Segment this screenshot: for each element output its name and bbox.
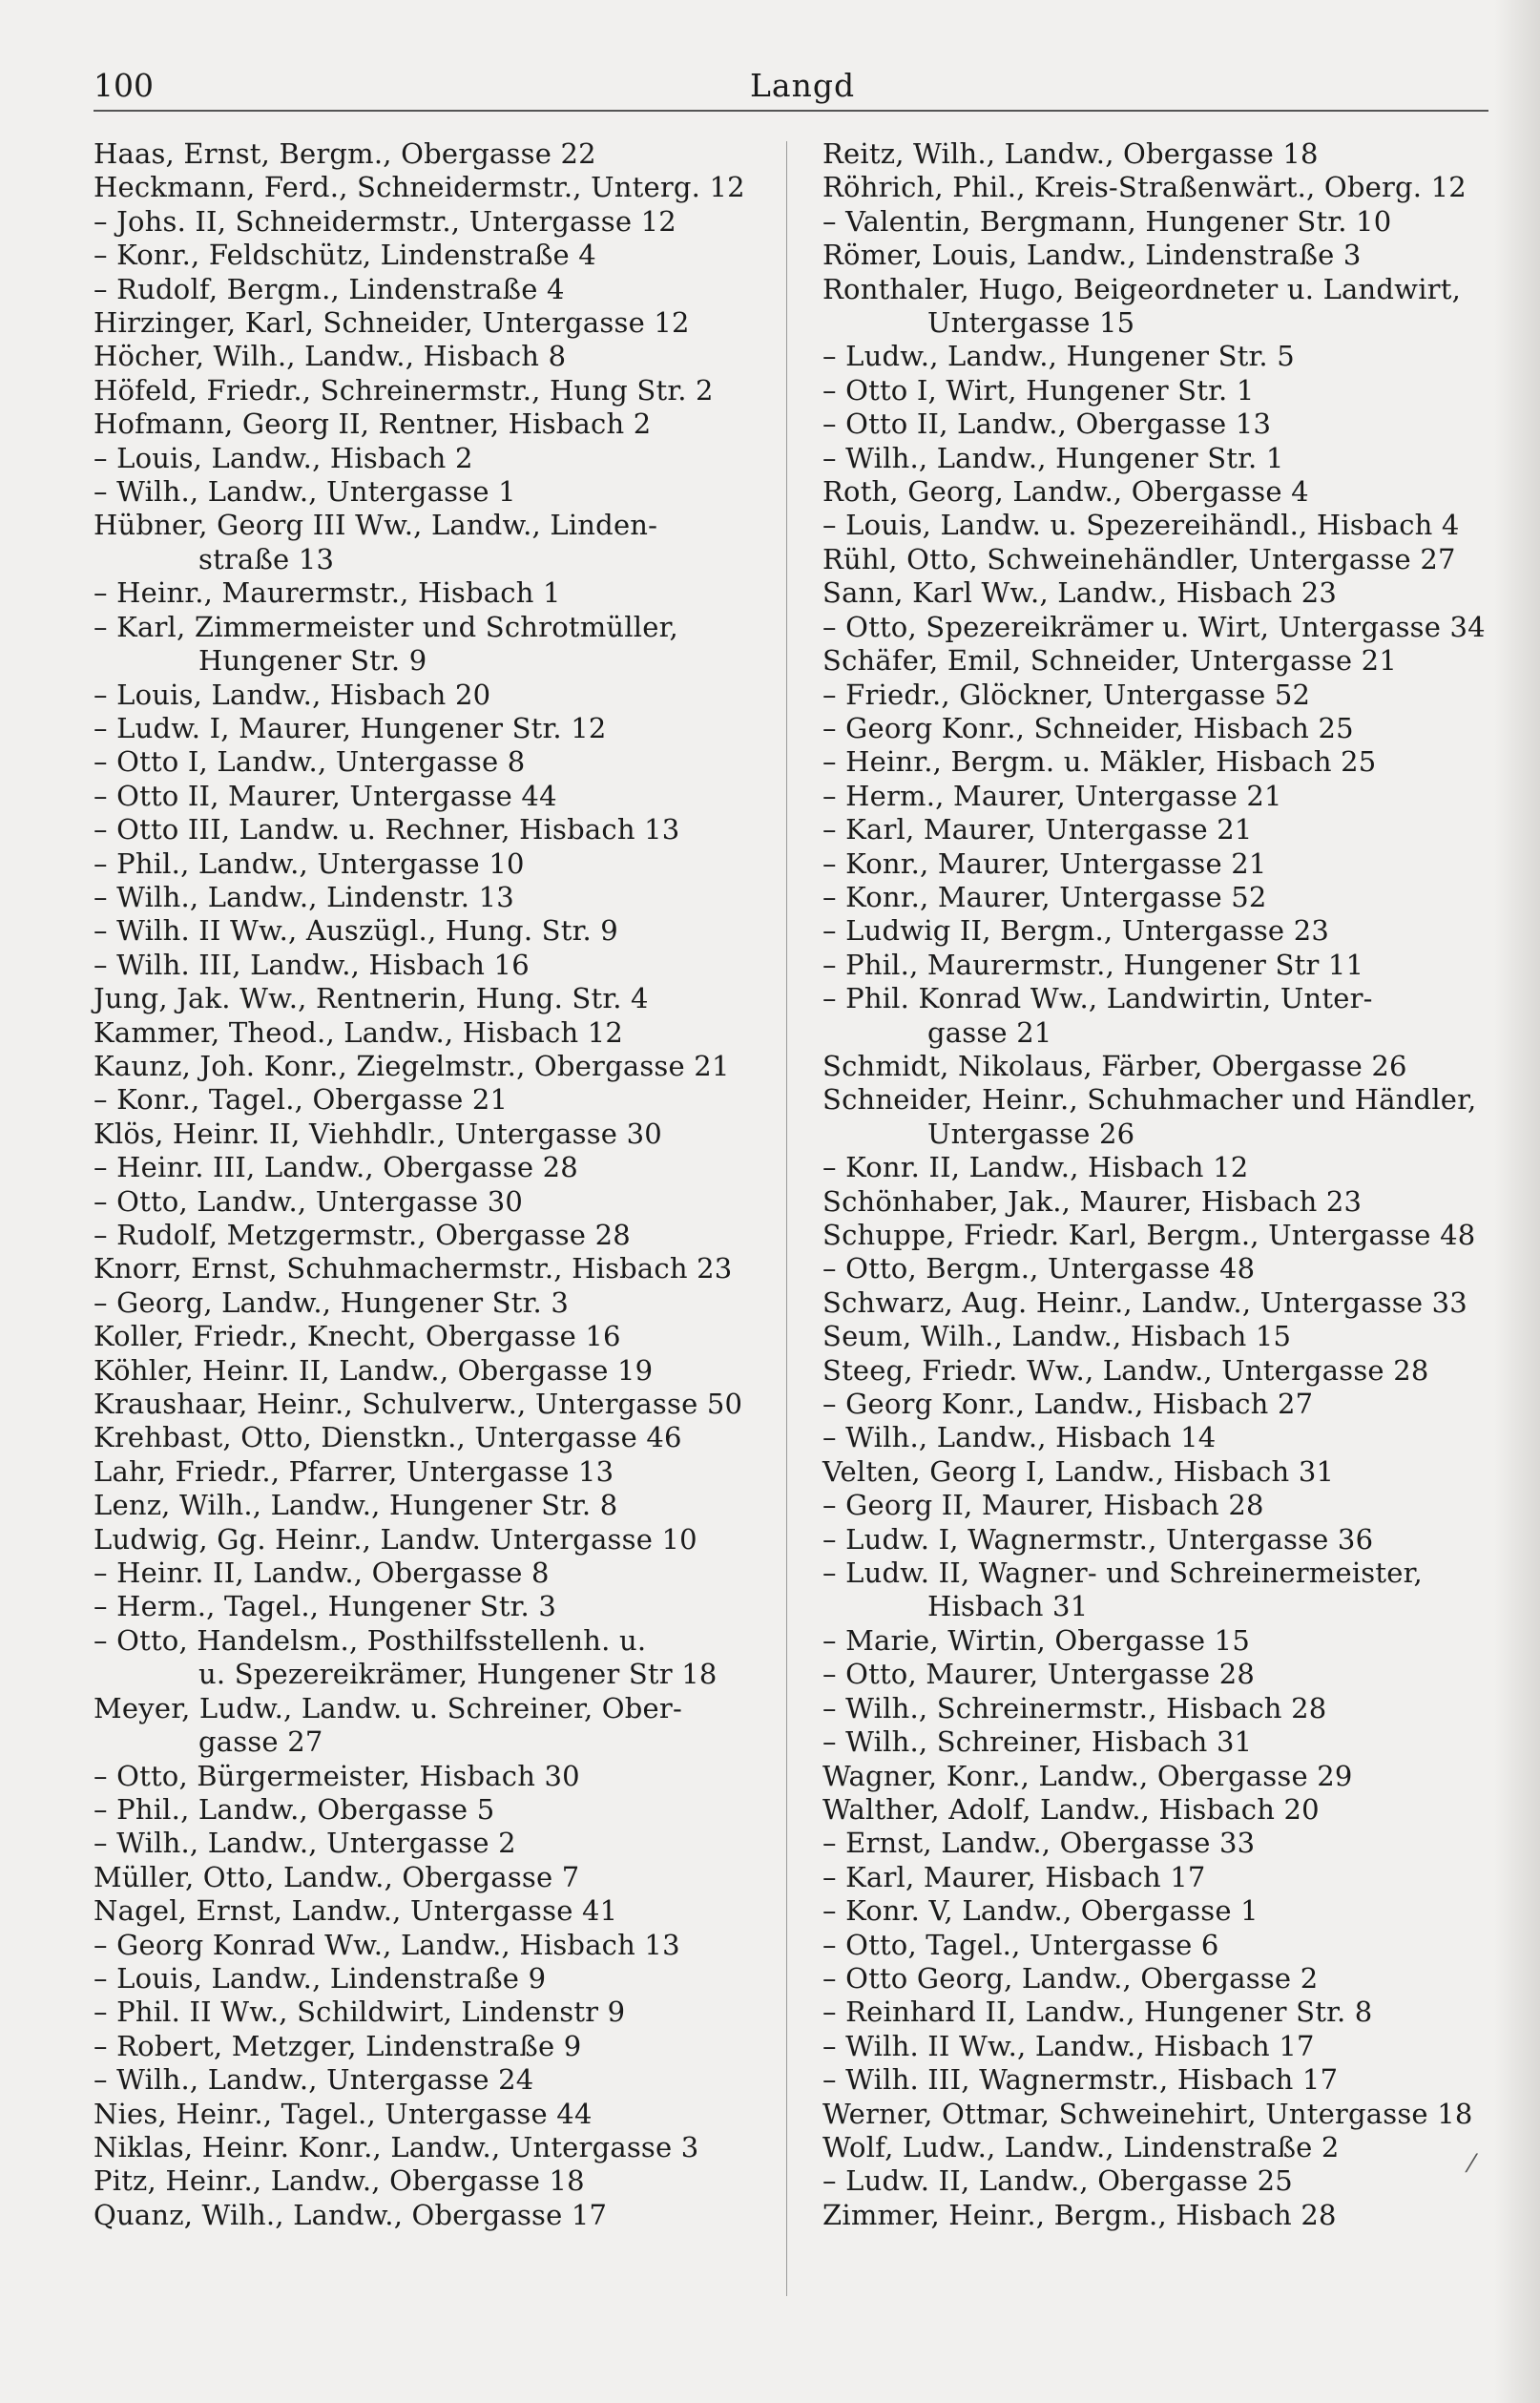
directory-entry: Untergasse 26 <box>927 1117 1135 1150</box>
directory-entry: – Konr. V, Landw., Obergasse 1 <box>822 1894 1259 1928</box>
directory-entry: – Phil., Landw., Untergasse 10 <box>94 846 525 880</box>
directory-entry: Ronthaler, Hugo, Beigeordneter u. Landwirt, <box>822 272 1462 305</box>
directory-entry: – Louis, Landw. u. Spezereihändl., Hisbach 4 <box>822 509 1460 542</box>
directory-entry: – Valentin, Bergmann, Hungener Str. 10 <box>822 204 1392 238</box>
directory-entry: Heckmann, Ferd., Schneidermstr., Unterg. 12 <box>94 171 745 204</box>
directory-entry: Sann, Karl Ww., Landw., Hisbach 23 <box>822 576 1338 610</box>
directory-entry: – Otto, Handelsm., Posthilfsstellenh. u. <box>94 1623 647 1657</box>
directory-entry: – Wilh., Schreiner, Hisbach 31 <box>822 1725 1253 1759</box>
directory-entry: – Wilh. II Ww., Landw., Hisbach 17 <box>822 2029 1315 2062</box>
directory-entry: – Wilh., Landw., Untergasse 1 <box>94 475 516 509</box>
directory-entry: – Karl, Zimmermeister und Schrotmüller, <box>94 610 678 643</box>
directory-entry: – Ludw. I, Wagnermstr., Untergasse 36 <box>822 1522 1374 1556</box>
directory-entry: – Heinr. II, Landw., Obergasse 8 <box>94 1557 550 1590</box>
directory-entry: – Phil. II Ww., Schildwirt, Lindenstr 9 <box>94 1996 626 2029</box>
directory-entry: – Wilh., Landw., Hungener Str. 1 <box>822 441 1284 474</box>
directory-entry: – Louis, Landw., Hisbach 2 <box>94 441 473 474</box>
directory-entry: Müller, Otto, Landw., Obergasse 7 <box>94 1860 580 1893</box>
stray-mark: ⁄ <box>1469 2150 1474 2179</box>
directory-entry: gasse 21 <box>927 1015 1052 1049</box>
directory-entry: – Karl, Maurer, Hisbach 17 <box>822 1860 1206 1893</box>
page-header <box>94 67 1488 111</box>
directory-entry: Schäfer, Emil, Schneider, Untergasse 21 <box>822 644 1397 678</box>
directory-entry: – Wilh., Landw., Untergasse 24 <box>94 2063 534 2097</box>
directory-entry: Quanz, Wilh., Landw., Obergasse 17 <box>94 2198 608 2231</box>
directory-entry: – Wilh. III, Wagnermstr., Hisbach 17 <box>822 2063 1339 2097</box>
directory-entry: u. Spezereikrämer, Hungener Str 18 <box>198 1658 718 1691</box>
directory-entry: Lenz, Wilh., Landw., Hungener Str. 8 <box>94 1489 618 1522</box>
directory-entry: – Otto II, Maurer, Untergasse 44 <box>94 779 557 812</box>
directory-entry: – Herm., Tagel., Hungener Str. 3 <box>94 1590 556 1623</box>
directory-entry: – Georg II, Maurer, Hisbach 28 <box>822 1489 1264 1522</box>
directory-entry: – Otto, Maurer, Untergasse 28 <box>822 1658 1255 1691</box>
directory-entry: – Heinr., Maurermstr., Hisbach 1 <box>94 576 561 610</box>
page-number: 100 <box>94 67 154 104</box>
directory-entry: – Louis, Landw., Hisbach 20 <box>94 678 491 711</box>
directory-entry: Römer, Louis, Landw., Lindenstraße 3 <box>822 239 1362 272</box>
directory-entry: – Ernst, Landw., Obergasse 33 <box>822 1827 1256 1860</box>
directory-entry: Köhler, Heinr. II, Landw., Obergasse 19 <box>94 1353 654 1387</box>
directory-entry: – Ludw. II, Landw., Obergasse 25 <box>822 2164 1293 2198</box>
directory-entry: – Konr., Tagel., Obergasse 21 <box>94 1083 509 1117</box>
directory-entry: Koller, Friedr., Knecht, Obergasse 16 <box>94 1320 621 1353</box>
directory-entry: – Phil., Landw., Obergasse 5 <box>94 1792 495 1826</box>
directory-entry: – Konr., Maurer, Untergasse 21 <box>822 846 1267 880</box>
directory-entry: Schmidt, Nikolaus, Färber, Obergasse 26 <box>822 1049 1407 1082</box>
directory-entry: Röhrich, Phil., Kreis-Straßenwärt., Oberg. 12 <box>822 171 1467 204</box>
directory-entry: – Phil. Konrad Ww., Landwirtin, Unter- <box>822 982 1373 1015</box>
directory-entry: – Wilh., Landw., Lindenstr. 13 <box>94 880 514 913</box>
directory-entry: Seum, Wilh., Landw., Hisbach 15 <box>822 1320 1292 1353</box>
column-divider <box>786 141 787 2296</box>
directory-entry: – Friedr., Glöckner, Untergasse 52 <box>822 678 1311 711</box>
directory-entry: Höcher, Wilh., Landw., Hisbach 8 <box>94 340 567 373</box>
page-edge-shadow <box>1494 0 1540 2403</box>
directory-entry: Knorr, Ernst, Schuhmachermstr., Hisbach 23 <box>94 1252 733 1285</box>
directory-entry: – Konr., Maurer, Untergasse 52 <box>822 880 1267 913</box>
directory-entry: – Otto Georg, Landw., Obergasse 2 <box>822 1961 1319 1995</box>
directory-entry: – Otto, Bürgermeister, Hisbach 30 <box>94 1759 580 1792</box>
directory-entry: – Reinhard II, Landw., Hungener Str. 8 <box>822 1996 1373 2029</box>
directory-entry: – Wilh., Schreinermstr., Hisbach 28 <box>822 1691 1327 1724</box>
directory-entry: Kraushaar, Heinr., Schulverw., Untergasse 50 <box>94 1388 743 1421</box>
directory-entry: – Wilh. III, Landw., Hisbach 16 <box>94 948 530 981</box>
directory-entry: Haas, Ernst, Bergm., Obergasse 22 <box>94 137 596 170</box>
directory-entry: Schuppe, Friedr. Karl, Bergm., Untergasse 48 <box>822 1219 1476 1251</box>
directory-entry: Höfeld, Friedr., Schreinermstr., Hung Str. 2 <box>94 373 714 407</box>
directory-entry: Ludwig, Gg. Heinr., Landw. Untergasse 10 <box>94 1522 697 1556</box>
directory-entry: – Ludw., Landw., Hungener Str. 5 <box>822 340 1295 373</box>
directory-entry: – Robert, Metzger, Lindenstraße 9 <box>94 2029 582 2062</box>
directory-entry: Werner, Ottmar, Schweinehirt, Untergasse 18 <box>822 2097 1473 2130</box>
directory-entry: Roth, Georg, Landw., Obergasse 4 <box>822 475 1309 509</box>
directory-entry: Zimmer, Heinr., Bergm., Hisbach 28 <box>822 2198 1337 2231</box>
right-column <box>822 137 1490 2232</box>
directory-entry: – Rudolf, Metzgermstr., Obergasse 28 <box>94 1219 631 1251</box>
page-title: Langd <box>750 67 856 104</box>
directory-entry: – Rudolf, Bergm., Lindenstraße 4 <box>94 272 565 305</box>
directory-entry: – Otto I, Wirt, Hungener Str. 1 <box>822 373 1255 407</box>
directory-entry: Schneider, Heinr., Schuhmacher und Händler, <box>822 1083 1477 1117</box>
directory-entry: Hofmann, Georg II, Rentner, Hisbach 2 <box>94 407 652 441</box>
directory-entry: – Wilh., Landw., Untergasse 2 <box>94 1827 516 1860</box>
directory-entry: Steeg, Friedr. Ww., Landw., Untergasse 28 <box>822 1353 1429 1387</box>
directory-entry: – Heinr. III, Landw., Obergasse 28 <box>94 1151 578 1184</box>
directory-entry: – Konr. II, Landw., Hisbach 12 <box>822 1151 1249 1184</box>
directory-entry: Hungener Str. 9 <box>198 644 427 678</box>
header-rule <box>94 110 1488 112</box>
directory-entry: – Otto I, Landw., Untergasse 8 <box>94 745 526 779</box>
directory-entry: – Otto III, Landw. u. Rechner, Hisbach 13 <box>94 813 680 846</box>
directory-entry: Klös, Heinr. II, Viehhdlr., Untergasse 30 <box>94 1117 662 1150</box>
directory-entry: – Otto II, Landw., Obergasse 13 <box>822 407 1272 441</box>
directory-entry: Velten, Georg I, Landw., Hisbach 31 <box>822 1454 1335 1488</box>
directory-entry: – Ludwig II, Bergm., Untergasse 23 <box>822 914 1329 948</box>
directory-entry: Wolf, Ludw., Landw., Lindenstraße 2 <box>822 2130 1340 2163</box>
directory-entry: – Konr., Feldschütz, Lindenstraße 4 <box>94 239 596 272</box>
directory-entry: Pitz, Heinr., Landw., Obergasse 18 <box>94 2164 585 2198</box>
directory-entry: Rühl, Otto, Schweinehändler, Untergasse 27 <box>822 542 1456 575</box>
directory-entry: – Georg Konr., Schneider, Hisbach 25 <box>822 711 1354 744</box>
left-column <box>94 137 766 2232</box>
directory-entry: Hirzinger, Karl, Schneider, Untergasse 12 <box>94 306 690 340</box>
directory-entry: Hübner, Georg III Ww., Landw., Linden- <box>94 509 658 542</box>
directory-entry: Nagel, Ernst, Landw., Untergasse 41 <box>94 1894 618 1928</box>
directory-entry: – Wilh., Landw., Hisbach 14 <box>822 1421 1217 1454</box>
directory-entry: – Johs. II, Schneidermstr., Untergasse 12 <box>94 204 676 238</box>
directory-entry: – Phil., Maurermstr., Hungener Str 11 <box>822 948 1364 981</box>
directory-entry: Nies, Heinr., Tagel., Untergasse 44 <box>94 2097 593 2130</box>
directory-entry: – Ludw. I, Maurer, Hungener Str. 12 <box>94 711 607 744</box>
directory-entry: Lahr, Friedr., Pfarrer, Untergasse 13 <box>94 1454 614 1488</box>
directory-entry: – Otto, Tagel., Untergasse 6 <box>822 1928 1219 1961</box>
directory-entry: – Georg, Landw., Hungener Str. 3 <box>94 1285 569 1319</box>
directory-entry: – Herm., Maurer, Untergasse 21 <box>822 779 1282 812</box>
directory-entry: Wagner, Konr., Landw., Obergasse 29 <box>822 1759 1353 1792</box>
directory-entry: Untergasse 15 <box>927 306 1135 340</box>
directory-entry: – Georg Konr., Landw., Hisbach 27 <box>822 1388 1314 1421</box>
directory-entry: Meyer, Ludw., Landw. u. Schreiner, Ober- <box>94 1691 682 1724</box>
directory-entry: Niklas, Heinr. Konr., Landw., Untergasse 3 <box>94 2130 699 2163</box>
directory-entry: Hisbach 31 <box>927 1590 1089 1623</box>
directory-entry: Kammer, Theod., Landw., Hisbach 12 <box>94 1015 624 1049</box>
directory-entry: Kaunz, Joh. Konr., Ziegelmstr., Obergasse 21 <box>94 1049 730 1082</box>
directory-entry: straße 13 <box>198 542 335 575</box>
directory-entry: Schwarz, Aug. Heinr., Landw., Untergasse 33 <box>822 1285 1467 1319</box>
directory-entry: Krehbast, Otto, Dienstkn., Untergasse 46 <box>94 1421 682 1454</box>
directory-entry: gasse 27 <box>198 1725 323 1759</box>
directory-entry: Jung, Jak. Ww., Rentnerin, Hung. Str. 4 <box>94 982 649 1015</box>
directory-entry: – Heinr., Bergm. u. Mäkler, Hisbach 25 <box>822 745 1377 779</box>
directory-entry: – Otto, Landw., Untergasse 30 <box>94 1184 524 1218</box>
directory-entry: Walther, Adolf, Landw., Hisbach 20 <box>822 1792 1320 1826</box>
directory-entry: – Marie, Wirtin, Obergasse 15 <box>822 1623 1250 1657</box>
directory-entry: – Georg Konrad Ww., Landw., Hisbach 13 <box>94 1928 680 1961</box>
directory-entry: – Otto, Spezereikrämer u. Wirt, Untergasse 34 <box>822 610 1486 643</box>
directory-entry: – Karl, Maurer, Untergasse 21 <box>822 813 1253 846</box>
directory-entry: – Wilh. II Ww., Auszügl., Hung. Str. 9 <box>94 914 618 948</box>
directory-entry: Schönhaber, Jak., Maurer, Hisbach 23 <box>822 1184 1363 1218</box>
directory-entry: Reitz, Wilh., Landw., Obergasse 18 <box>822 137 1319 170</box>
directory-entry: – Ludw. II, Wagner- und Schreinermeister, <box>822 1557 1423 1590</box>
directory-entry: – Otto, Bergm., Untergasse 48 <box>822 1252 1256 1285</box>
directory-entry: – Louis, Landw., Lindenstraße 9 <box>94 1961 547 1995</box>
